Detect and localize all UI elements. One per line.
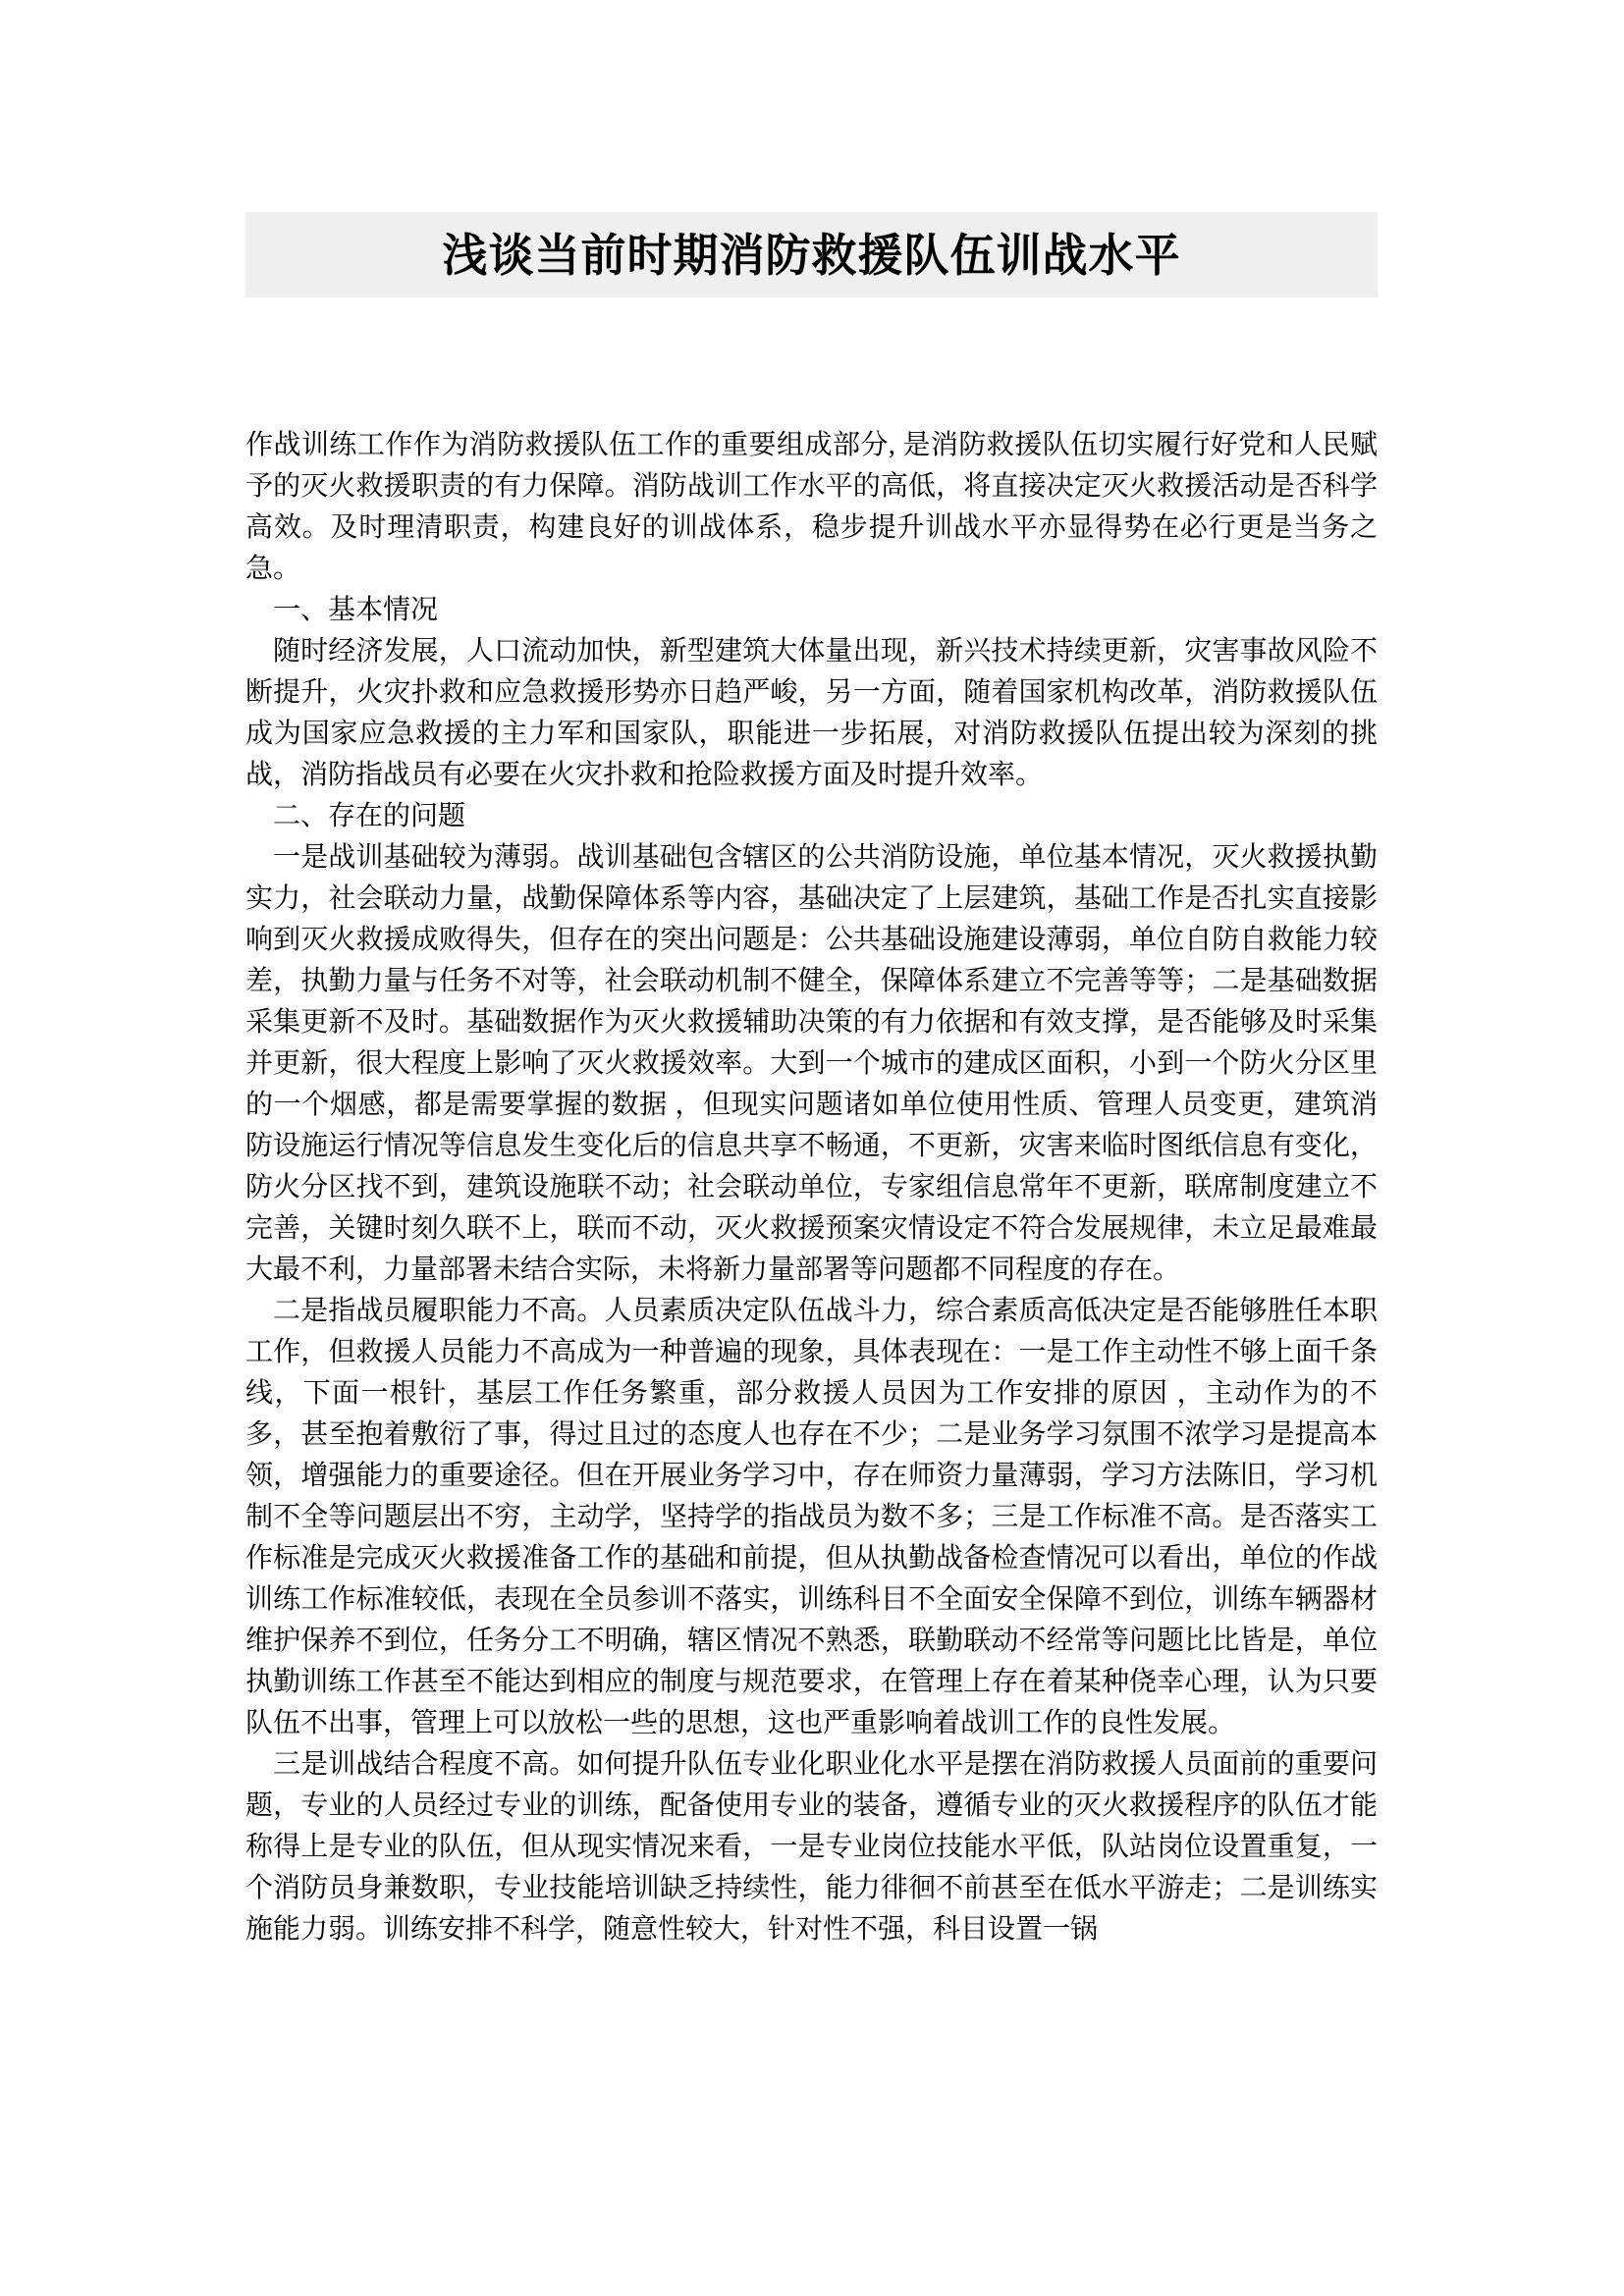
document-body: [245, 425, 1378, 1950]
paragraph-problem-2-low-capability: 二是指战员履职能力不高。人员素质决定队伍战斗力，综合素质高低决定是否能够胜任本职工作，但救援人员能力不高成为一种普遍的现象，具体表现在：一是工作主动性不够上面千条线，下面一根针，基层工作任务繁重，部分救援人员因为工作安排的原因 ，主动作为的不多，甚至抱着敷衍了事，得过且过的态度人也存在不少；二是业务学习氛围不浓学习是提高本领，增强能力的重要途径。但在开展业务学习中，存在师资力量薄弱，学习方法陈旧，学习机制不全等问题层出不穷，主动学，坚持学的指战员为数不多；三是工作标准不高。是否落实工作标准是完成灭火救援准备工作的基础和前提，但从执勤战备检查情况可以看出，单位的作战训练工作标准较低，表现在全员参训不落实，训练科目不全面安全保障不到位，训练车辆器材维护保养不到位，任务分工不明确，辖区情况不熟悉，联勤联动不经常等问题比比皆是，单位执勤训练工作甚至不能达到相应的制度与规范要求，在管理上存在着某种侥幸心理，认为只要队伍不出事，管理上可以放松一些的思想，这也严重影响着战训工作的良性发展。: [245, 1296, 1378, 1738]
section-heading-existing-problems: 二、存在的问题: [273, 801, 466, 831]
paragraph-problem-1-weak-training-foundation: 一是战训基础较为薄弱。战训基础包含辖区的公共消防设施，单位基本情况，灭火救援执勤实力，社会联动力量，战勤保障体系等内容，基础决定了上层建筑，基础工作是否扎实直接影响到灭火救援成败得失，但存在的突出问题是：公共基础设施建设薄弱，单位自防自救能力较差，执勤力量与任务不对等，社会联动机制不健全，保障体系建立不完善等等；二是基础数据采集更新不及时。基础数据作为灭火救援辅助决策的有力依据和有效支撑，是否能够及时采集并更新，很大程度上影响了灭火救援效率。大到一个城市的建成区面积，小到一个防火分区里的一个烟感，都是需要掌握的数据 ，但现实问题诸如单位使用性质、管理人员变更，建筑消防设施运行情况等信息发生变化后的信息共享不畅通，不更新，灾害来临时图纸信息有变化，防火分区找不到，建筑设施联不动；社会联动单位，专家组信息常年不更新，联席制度建立不完善，关键时刻久联不上，联而不动，灭火救援预案灾情设定不符合发展规律，未立足最难最大最不利，力量部署未结合实际，未将新力量部署等问题都不同程度的存在。: [245, 842, 1378, 1285]
document-title: 浅谈当前时期消防救援队伍训战水平: [442, 229, 1181, 281]
paragraph-problem-3-training-combat-integration: 三是训战结合程度不高。如何提升队伍专业化职业化水平是摆在消防救援人员面前的重要问题，专业的人员经过专业的训练，配备使用专业的装备，遵循专业的灭火救援程序的队伍才能称得上是专业的队伍，但从现实情况来看，一是专业岗位技能水平低，队站岗位设置重复，一个消防员身兼数职，专业技能培训缺乏持续性，能力徘徊不前甚至在低水平游走；二是训练实施能力弱。训练安排不科学，随意性较大，针对性不强，科目设置一锅: [245, 1749, 1378, 1945]
paragraph-basic-situation: 随时经济发展，人口流动加快，新型建筑大体量出现，新兴技术持续更新，灾害事故风险不断提升，火灾扑救和应急救援形势亦日趋严峻，另一方面，随着国家机构改革，消防救援队伍成为国家应急救援的主力军和国家队，职能进一步拓展，对消防救援队伍提出较为深刻的挑战，消防指战员有必要在火灾扑救和抢险救援方面及时提升效率。: [245, 636, 1378, 790]
title-bar: [245, 212, 1378, 297]
paragraph-intro: 作战训练工作作为消防救援队伍工作的重要组成部分, 是消防救援队伍切实履行好党和人民赋予的灭火救援职责的有力保障。消防战训工作水平的高低，将直接决定灭火救援活动是否科学高效。及时理清职责，构建良好的训战体系，稳步提升训战水平亦显得势在必行更是当务之急。: [245, 430, 1378, 584]
section-heading-basic-situation: 一、基本情况: [273, 595, 439, 625]
